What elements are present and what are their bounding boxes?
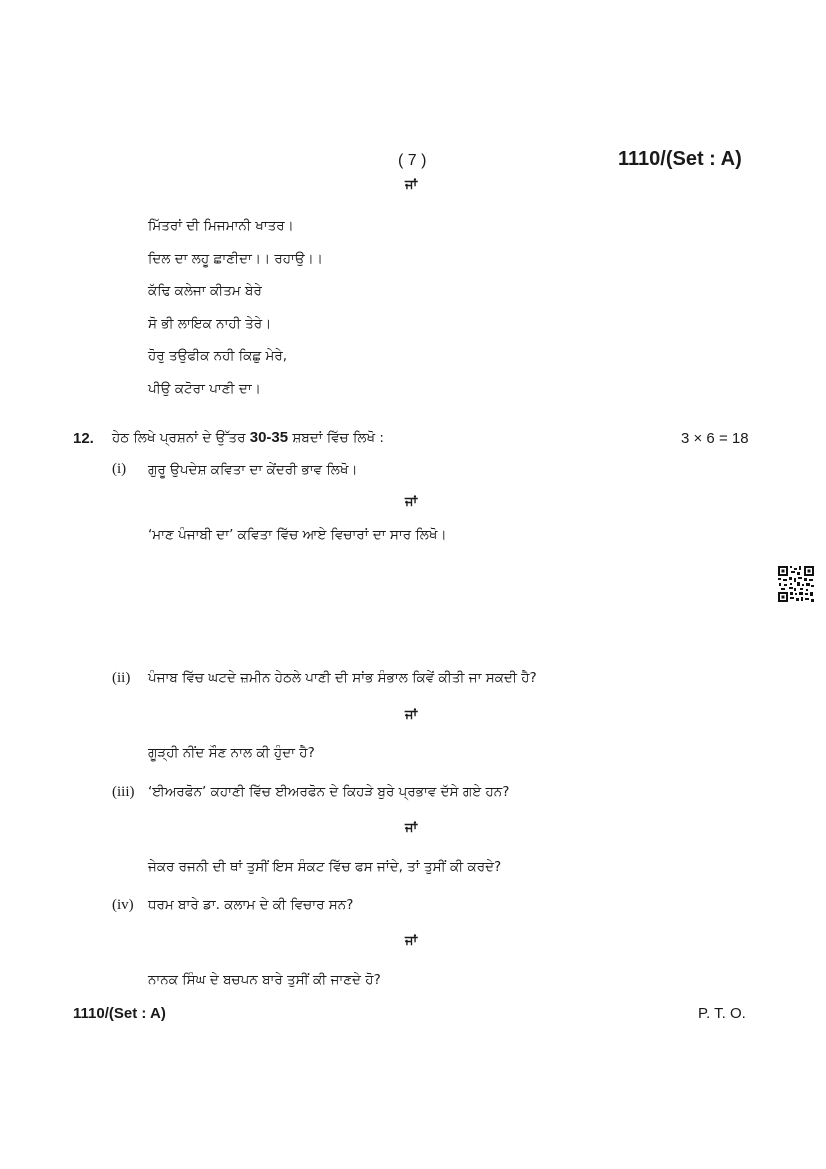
part-question: ਗੁਰੂ ਉਪਦੇਸ਼ ਕਵਿਤਾ ਦਾ ਕੇਂਦਰੀ ਭਾਵ ਲਿਖੋ। [148,462,358,478]
part-alternative: ਜੇਕਰ ਰਜਨੀ ਦੀ ਥਾਂ ਤੁਸੀਂ ਇਸ ਸੰਕਟ ਵਿੱਚ ਫਸ ਜਾਂਦੇ, ਤਾਂ ਤੁਸੀਂ ਕੀ ਕਰਦੇ? [148,859,502,875]
instruction-text: ਹੇਠ ਲਿਖੇ ਪ੍ਰਸ਼ਨਾਂ ਦੇ ਉੱਤਰ [112,430,250,446]
word-count: 30-35 [249,429,289,446]
or-label: ਜਾਂ [405,708,418,723]
marks-allocation: 3 × 6 = 18 [681,430,749,447]
part-alternative: ‘ਮਾਣ ਪੰਜਾਬੀ ਦਾ’ ਕਵਿਤਾ ਵਿੱਚ ਆਏ ਵਿਚਾਰਾਂ ਦਾ ਸਾਰ ਲਿਖੋ। [148,527,447,543]
part-question: ‘ਈਅਰਫੋਨ’ ਕਹਾਣੀ ਵਿੱਚ ਈਅਰਫੋਨ ਦੇ ਕਿਹੜੇ ਬੁਰੇ ਪ੍ਰਭਾਵ ਦੱਸੇ ਗਏ ਹਨ? [148,784,510,800]
qr-code-icon [777,565,815,603]
question-instruction [112,429,384,446]
pto-label: P. T. O. [698,1005,746,1022]
poem-line: ਮਿੱਤਰਾਂ ਦੀ ਮਿਜਮਾਨੀ ਖਾਤਰ। [148,218,294,234]
instruction-text-end: ਸ਼ਬਦਾਂ ਵਿੱਚ ਲਿਖੋ : [288,430,384,446]
part-label: (ii) [112,670,131,686]
poem-line: ਕੱਢਿ ਕਲੇਜਾ ਕੀਤਮ ਬੇਰੇ [148,283,262,299]
part-question: ਧਰਮ ਬਾਰੇ ਡਾ. ਕਲਾਮ ਦੇ ਕੀ ਵਿਚਾਰ ਸਨ? [148,897,354,913]
paper-code-footer: 1110/(Set : A) [73,1005,166,1022]
part-alternative: ਨਾਨਕ ਸਿੰਘ ਦੇ ਬਚਪਨ ਬਾਰੇ ਤੁਸੀਂ ਕੀ ਜਾਣਦੇ ਹੋ? [148,972,381,988]
poem-line: ਹੋਰੁ ਤਉਫੀਕ ਨਹੀ ਕਿਛੁ ਮੇਰੇ, [148,348,288,364]
paper-code-header: 1110/(Set : A) [618,148,742,170]
poem-line: ਦਿਲ ਦਾ ਲਹੂ ਛਾਣੀਦਾ।। ਰਹਾਉ।। [148,251,323,267]
part-question: ਪੰਜਾਬ ਵਿੱਚ ਘਟਦੇ ਜ਼ਮੀਨ ਹੇਠਲੇ ਪਾਣੀ ਦੀ ਸਾਂਭ ਸੰਭਾਲ ਕਿਵੇਂ ਕੀਤੀ ਜਾ ਸਕਦੀ ਹੈ? [148,670,537,686]
or-label: ਜਾਂ [405,495,418,510]
part-label: (i) [112,461,127,477]
part-label: (iv) [112,897,134,913]
part-label: (iii) [112,784,135,800]
poem-line: ਸੋ ਭੀ ਲਾਇਕ ਨਾਹੀ ਤੇਰੇ। [148,316,272,332]
or-label: ਜਾਂ [405,178,418,193]
page-number: ( 7 ) [398,152,427,169]
or-label: ਜਾਂ [405,821,418,836]
poem-line: ਪੀਉ ਕਟੋਰਾ ਪਾਣੀ ਦਾ। [148,381,261,397]
part-alternative: ਗੂੜ੍ਹੀ ਨੀਂਦ ਸੌਣ ਨਾਲ ਕੀ ਹੁੰਦਾ ਹੈ? [148,745,315,761]
question-number: 12. [73,430,94,447]
or-label: ਜਾਂ [405,934,418,949]
